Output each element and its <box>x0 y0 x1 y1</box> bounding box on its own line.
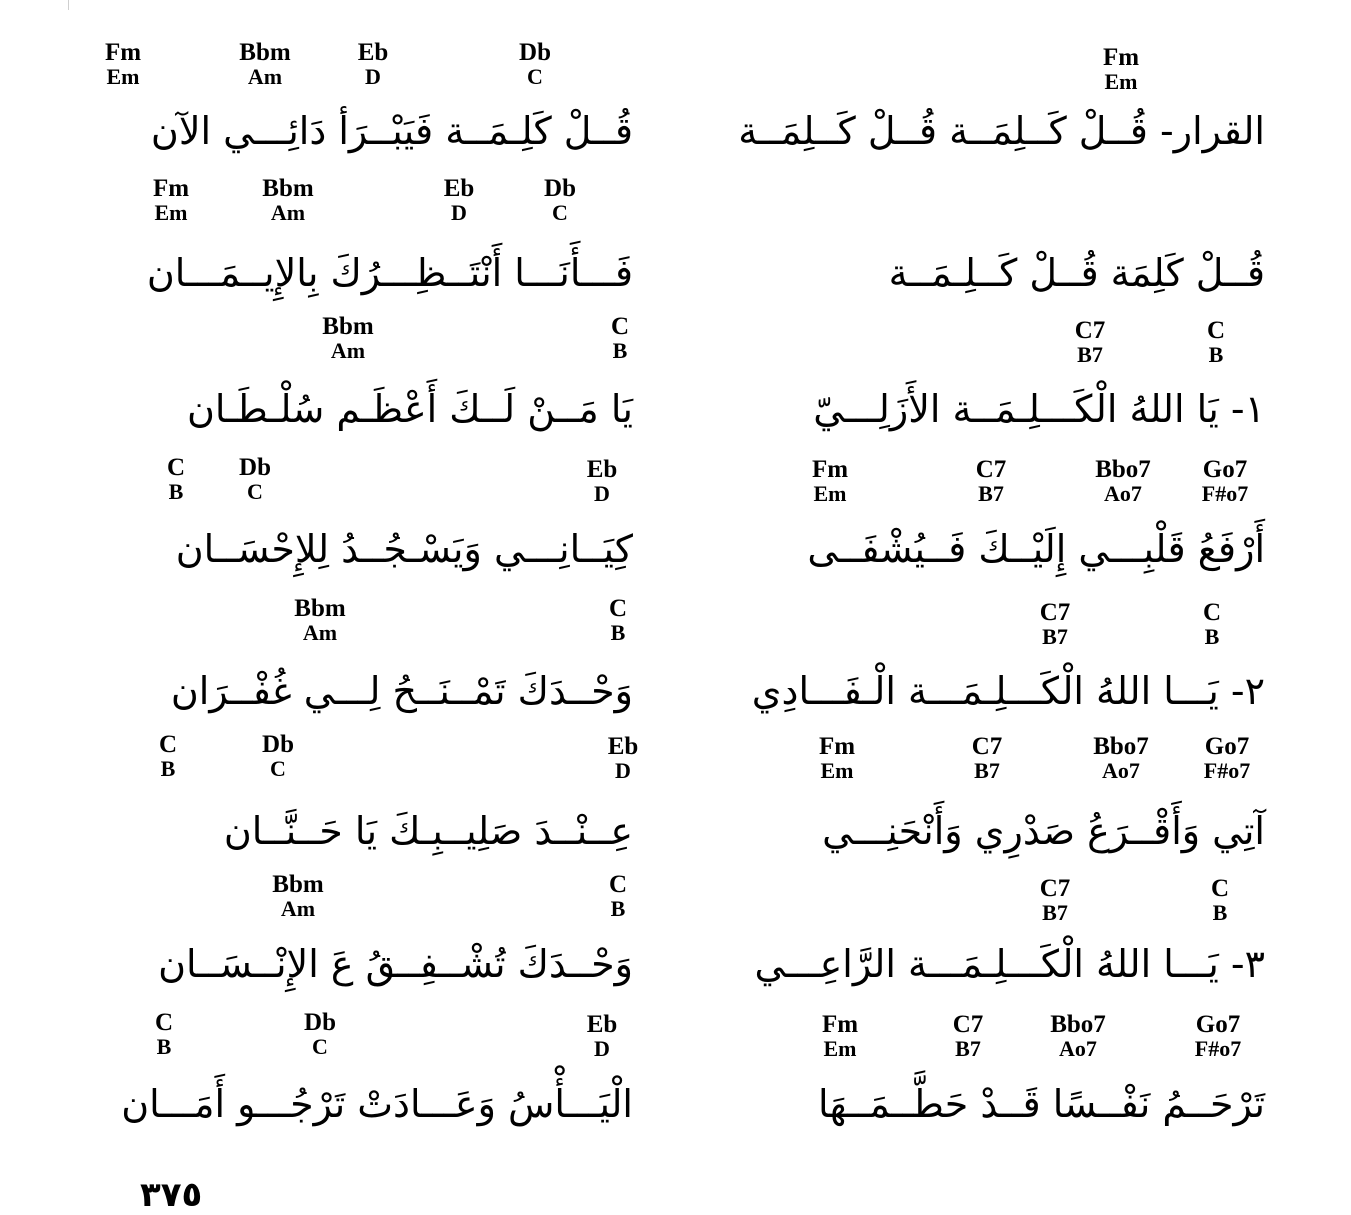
chord: Eb D <box>586 1011 618 1061</box>
chord: C7 B7 <box>1074 317 1106 367</box>
lyric-line-6-left: عِــنْــدَ صَلِيــبِـكَ يَا حَــنَّــان <box>223 809 633 853</box>
lyric-line-4-left: كِيَــانِـــي وَيَسْـجُــدُ لِلإِحْسَــان <box>175 527 633 571</box>
chord: C B <box>1202 599 1222 649</box>
chord: C B <box>154 1009 174 1059</box>
chord: Db C <box>262 731 294 781</box>
lyric-line-8-left: الْيَـــأْسُ وَعَـــادَتْ تَرْجُـــو أَمَـــان <box>121 1082 633 1126</box>
chord: C7 B7 <box>1039 875 1071 925</box>
lyric-line-2-left: فَـــأَنَـــا أَنْتَــظِـــرُكَ بِالإِيــمَـــان <box>146 251 633 295</box>
chord: Go7 F#o7 <box>1201 456 1249 506</box>
chord: Fm Em <box>1102 44 1140 94</box>
lyric-line-6-right: آتِي وَأَقْــرَعُ صَدْرِي وَأَنْحَنِـــي <box>822 809 1265 853</box>
chord: Eb D <box>607 733 639 783</box>
chord: Fm Em <box>821 1011 859 1061</box>
margin-tick <box>68 0 69 10</box>
page-number: ٣٧٥ <box>140 1175 203 1215</box>
chord: Db C <box>304 1009 336 1059</box>
lyric-line-7-right: ٣- يَـــا اللهُ الْكَـــلِـمَـــة الرَّاعِـــي <box>754 942 1265 986</box>
chord: C7 B7 <box>975 456 1007 506</box>
chord: Bbm Am <box>272 871 324 921</box>
chord: Bbo7 Ao7 <box>1095 456 1151 506</box>
chord: C B <box>608 871 628 921</box>
chord: Bbm Am <box>322 313 374 363</box>
chord: C7 B7 <box>1039 599 1071 649</box>
lyric-line-3-right: ١- يَا اللهُ الْكَـــلِـمَــة الأَزَلِـــيّ <box>813 387 1265 431</box>
chord: Db C <box>239 454 271 504</box>
chord: Db C <box>519 39 551 89</box>
chord: C B <box>158 731 178 781</box>
chord: C B <box>608 595 628 645</box>
chord: Go7 F#o7 <box>1194 1011 1242 1061</box>
chord: Bbm Am <box>294 595 346 645</box>
lyric-line-4-right: أَرْفَعُ قَلْبِـــي إِلَيْــكَ فَــيُشْفَــى <box>807 527 1265 571</box>
chord: Bbm Am <box>262 175 314 225</box>
chord: Eb D <box>357 39 389 89</box>
chord: Fm Em <box>152 175 190 225</box>
chord: Db C <box>544 175 576 225</box>
chord: Fm Em <box>104 39 142 89</box>
chord: C B <box>166 454 186 504</box>
chord: Eb D <box>443 175 475 225</box>
lyric-line-2-right: قُــلْ كَلِمَة قُــلْ كَــلِـمَــة <box>888 251 1265 295</box>
chord: Go7 F#o7 <box>1203 733 1251 783</box>
chord: C B <box>610 313 630 363</box>
chord: C7 B7 <box>952 1011 984 1061</box>
chord: C7 B7 <box>971 733 1003 783</box>
lyric-line-3-left: يَا مَــنْ لَــكَ أَعْظَـم سُلْـطَـان <box>186 387 633 431</box>
chord: Bbo7 Ao7 <box>1093 733 1149 783</box>
chord: C B <box>1206 317 1226 367</box>
chord: C B <box>1210 875 1230 925</box>
lyric-line-8-right: تَرْحَــمُ نَفْــسًا قَــدْ حَطَّــمَــهَا <box>817 1082 1265 1126</box>
chord: Bbm Am <box>239 39 291 89</box>
chord: Eb D <box>586 456 618 506</box>
lyric-line-5-right: ٢- يَـــا اللهُ الْكَـــلِـمَـــة الْـفَـــادِي <box>751 669 1265 713</box>
lyric-line-1-right: القرار- قُــلْ كَــلِمَــة قُــلْ كَــلِمَــة <box>738 109 1265 153</box>
lyric-line-7-left: وَحْــدَكَ تُشْــفِــقُ عَ الإِنْــسَــان <box>158 942 633 986</box>
lyric-line-5-left: وَحْــدَكَ تَمْــنَــحُ لِـــي غُفْــرَان <box>170 669 633 713</box>
chord: Fm Em <box>811 456 849 506</box>
chord: Bbo7 Ao7 <box>1050 1011 1106 1061</box>
lyric-line-1-left: قُــلْ كَلِـمَــة فَيَبْــرَأ دَائِـــي الآن <box>150 109 633 153</box>
chord: Fm Em <box>818 733 856 783</box>
